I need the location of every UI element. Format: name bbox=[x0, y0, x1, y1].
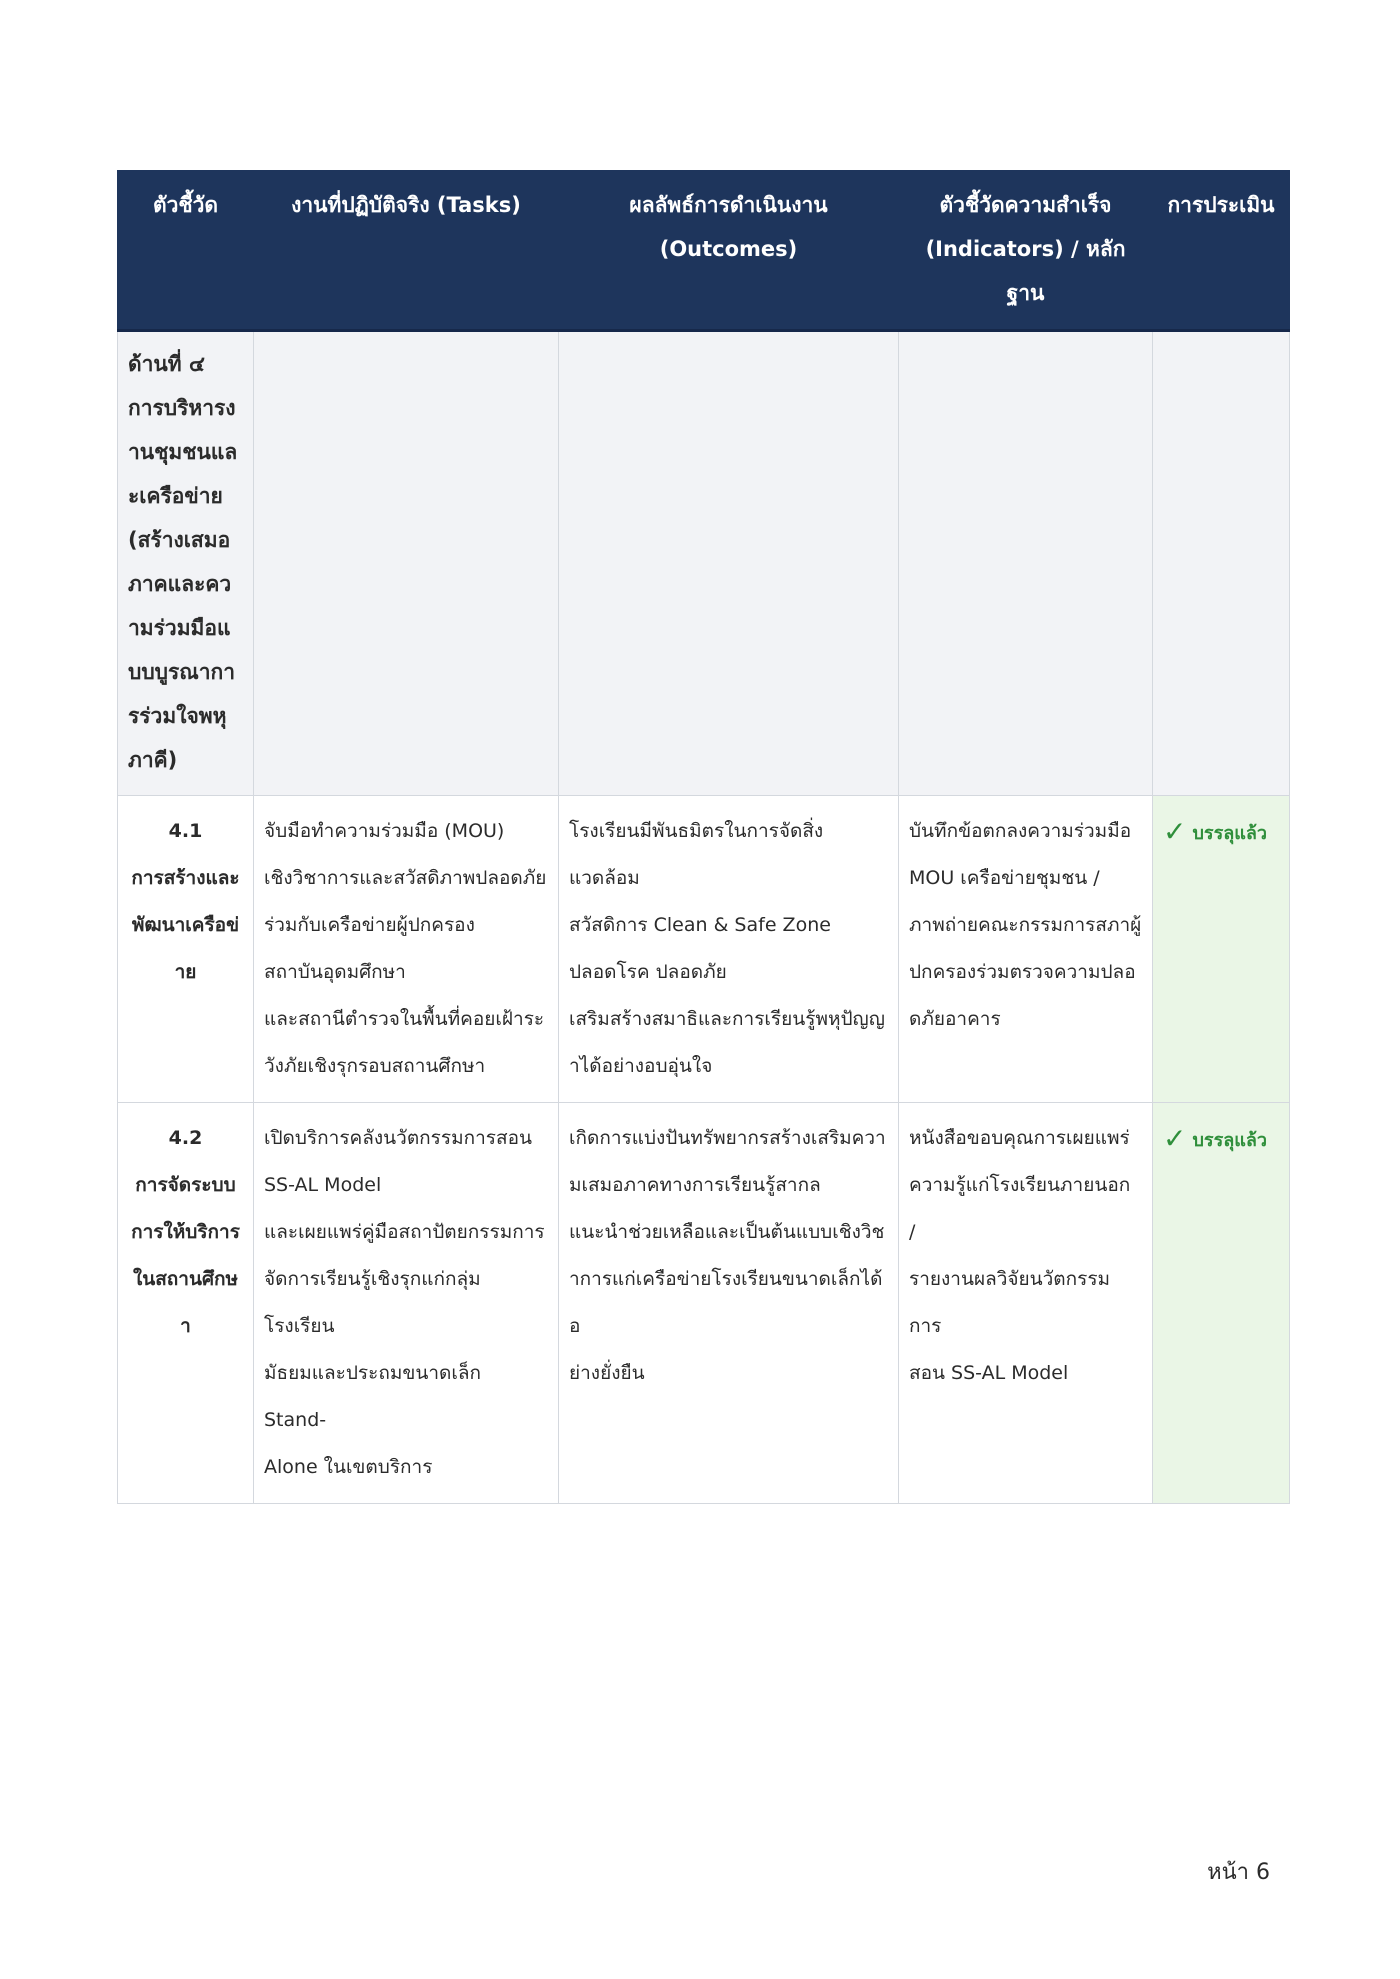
section-empty-cell bbox=[899, 331, 1153, 796]
tasks-line: จัดการเรียนรู้เชิงรุกแก่กลุ่มโรงเรียน bbox=[264, 1268, 481, 1337]
outcomes-line: เสริมสร้างสมาธิและการเรียนรู้พหุปัญญ bbox=[569, 1008, 885, 1030]
evaluation-cell bbox=[1153, 1103, 1290, 1504]
tasks-line: SS-AL Model bbox=[264, 1174, 382, 1196]
outcomes-line: าการแก่เครือข่ายโรงเรียนขนาดเล็กได้อ bbox=[569, 1268, 883, 1337]
outcomes-line: เกิดการแบ่งปันทรัพยากรสร้างเสริมควา bbox=[569, 1127, 886, 1149]
outcomes-line: าได้อย่างอบอุ่นใจ bbox=[569, 1055, 713, 1077]
header-success-label: ตัวชี้วัดความสำเร็จ bbox=[939, 193, 1112, 217]
tasks-line: มัธยมและประถมขนาดเล็ก Stand- bbox=[264, 1362, 481, 1431]
header-tasks bbox=[254, 171, 559, 331]
page-number: หน้า 6 bbox=[1207, 1860, 1270, 1885]
tasks-line: จับมือทำความร่วมมือ (MOU) bbox=[264, 820, 505, 842]
indicator-number: 4.1 bbox=[168, 820, 203, 842]
tasks-cell bbox=[254, 1103, 559, 1504]
indicator-text-line: การให้บริการ bbox=[131, 1221, 240, 1243]
outcomes-line: สวัสดิการ Clean & Safe Zone bbox=[569, 914, 831, 936]
evidence-line: ภาพถ่ายคณะกรรมการสภาผู้ bbox=[909, 914, 1142, 936]
indicator-table bbox=[117, 170, 1290, 1504]
section-title-line: ภาคี) bbox=[128, 748, 178, 772]
evidence-line: สอน SS-AL Model bbox=[909, 1362, 1069, 1384]
section-title-line: บบบูรณากา bbox=[128, 660, 236, 684]
section-empty-cell bbox=[559, 331, 899, 796]
header-outcomes-sublabel: (Outcomes) bbox=[659, 237, 798, 261]
section-title-line: ะเครือข่าย bbox=[128, 484, 223, 508]
header-success-sublabel: (Indicators) / หลักฐาน bbox=[925, 237, 1126, 305]
section-title-line: านชุมชนแล bbox=[128, 440, 238, 464]
status-badge bbox=[1163, 815, 1267, 848]
evidence-cell bbox=[899, 1103, 1153, 1504]
evidence-line: หนังสือขอบคุณการเผยแพร่ bbox=[909, 1127, 1130, 1149]
section-title-line: การบริหารง bbox=[128, 396, 236, 420]
table-header-row bbox=[118, 171, 1290, 331]
tasks-line: และสถานีตำรวจในพื้นที่คอยเฝ้าระ bbox=[264, 1008, 545, 1030]
tasks-line: เชิงวิชาการและสวัสดิภาพปลอดภัย bbox=[264, 867, 547, 889]
indicator-text-line: การจัดระบบ bbox=[135, 1174, 236, 1196]
evidence-line: บันทึกข้อตกลงความร่วมมือ bbox=[909, 820, 1132, 842]
section-title-line: ภาคและคว bbox=[128, 572, 232, 596]
indicator-text-line: าย bbox=[174, 961, 197, 983]
section-title-line: (สร้างเสมอ bbox=[128, 528, 231, 552]
indicator-text-line: ในสถานศึกษ bbox=[132, 1268, 239, 1290]
header-indicator bbox=[118, 171, 254, 331]
evaluation-label: บรรลุแล้ว bbox=[1192, 1130, 1267, 1151]
indicator-cell bbox=[118, 796, 254, 1103]
evaluation-cell bbox=[1153, 796, 1290, 1103]
section-title-line: ด้านที่ ๔ bbox=[128, 352, 205, 376]
section-title-line: ามร่วมมือแ bbox=[128, 616, 231, 640]
evidence-cell bbox=[899, 796, 1153, 1103]
evaluation-label: บรรลุแล้ว bbox=[1192, 823, 1267, 844]
tasks-line: ร่วมกับเครือข่ายผู้ปกครอง bbox=[264, 914, 475, 936]
table-row bbox=[118, 796, 1290, 1103]
header-evaluation-label: การประเมิน bbox=[1167, 193, 1275, 217]
table-row bbox=[118, 1103, 1290, 1504]
outcomes-line: มเสมอภาคทางการเรียนรู้สากล bbox=[569, 1174, 821, 1196]
tasks-line: สถาบันอุดมศึกษา bbox=[264, 961, 406, 983]
indicator-text-line: พัฒนาเครือข่ bbox=[131, 914, 240, 936]
evidence-line: ปกครองร่วมตรวจความปลอ bbox=[909, 961, 1136, 983]
tasks-line: วังภัยเชิงรุกรอบสถานศึกษา bbox=[264, 1055, 486, 1077]
outcomes-line: แนะนำช่วยเหลือและเป็นต้นแบบเชิงวิช bbox=[569, 1221, 885, 1243]
check-icon: ✓ bbox=[1163, 1122, 1187, 1155]
tasks-line: เปิดบริการคลังนวัตกรรมการสอน bbox=[264, 1127, 532, 1149]
indicator-cell bbox=[118, 1103, 254, 1504]
evidence-line: ความรู้แก่โรงเรียนภายนอก / bbox=[909, 1174, 1131, 1243]
evidence-line: รายงานผลวิจัยนวัตกรรมการ bbox=[909, 1268, 1111, 1337]
section-row bbox=[118, 331, 1290, 796]
check-icon: ✓ bbox=[1163, 815, 1187, 848]
evidence-line: ดภัยอาคาร bbox=[909, 1008, 1001, 1030]
header-success-indicators bbox=[899, 171, 1153, 331]
header-outcomes bbox=[559, 171, 899, 331]
header-tasks-label: งานที่ปฏิบัติจริง (Tasks) bbox=[291, 193, 521, 217]
tasks-cell bbox=[254, 796, 559, 1103]
tasks-line: Alone ในเขตบริการ bbox=[264, 1456, 433, 1478]
outcomes-line: โรงเรียนมีพันธมิตรในการจัดสิ่งแวดล้อม bbox=[569, 820, 824, 889]
indicator-text-line: า bbox=[180, 1315, 191, 1337]
outcomes-line: ย่างยั่งยืน bbox=[569, 1362, 645, 1384]
tasks-line: และเผยแพร่คู่มือสถาปัตยกรรมการ bbox=[264, 1221, 545, 1243]
evidence-line: MOU เครือข่ายชุมชน / bbox=[909, 867, 1100, 889]
section-title-cell bbox=[118, 331, 254, 796]
outcomes-cell bbox=[559, 1103, 899, 1504]
header-evaluation bbox=[1153, 171, 1290, 331]
section-empty-cell bbox=[254, 331, 559, 796]
header-indicator-label: ตัวชี้วัด bbox=[152, 193, 219, 217]
section-empty-cell bbox=[1153, 331, 1290, 796]
outcomes-line: ปลอดโรค ปลอดภัย bbox=[569, 961, 727, 983]
indicator-text-line: การสร้างและ bbox=[131, 867, 240, 889]
header-outcomes-label: ผลลัพธ์การดำเนินงาน bbox=[629, 193, 828, 217]
status-badge bbox=[1163, 1122, 1267, 1155]
outcomes-cell bbox=[559, 796, 899, 1103]
section-title-line: รร่วมใจพหุ bbox=[128, 704, 227, 728]
indicator-number: 4.2 bbox=[168, 1127, 203, 1149]
